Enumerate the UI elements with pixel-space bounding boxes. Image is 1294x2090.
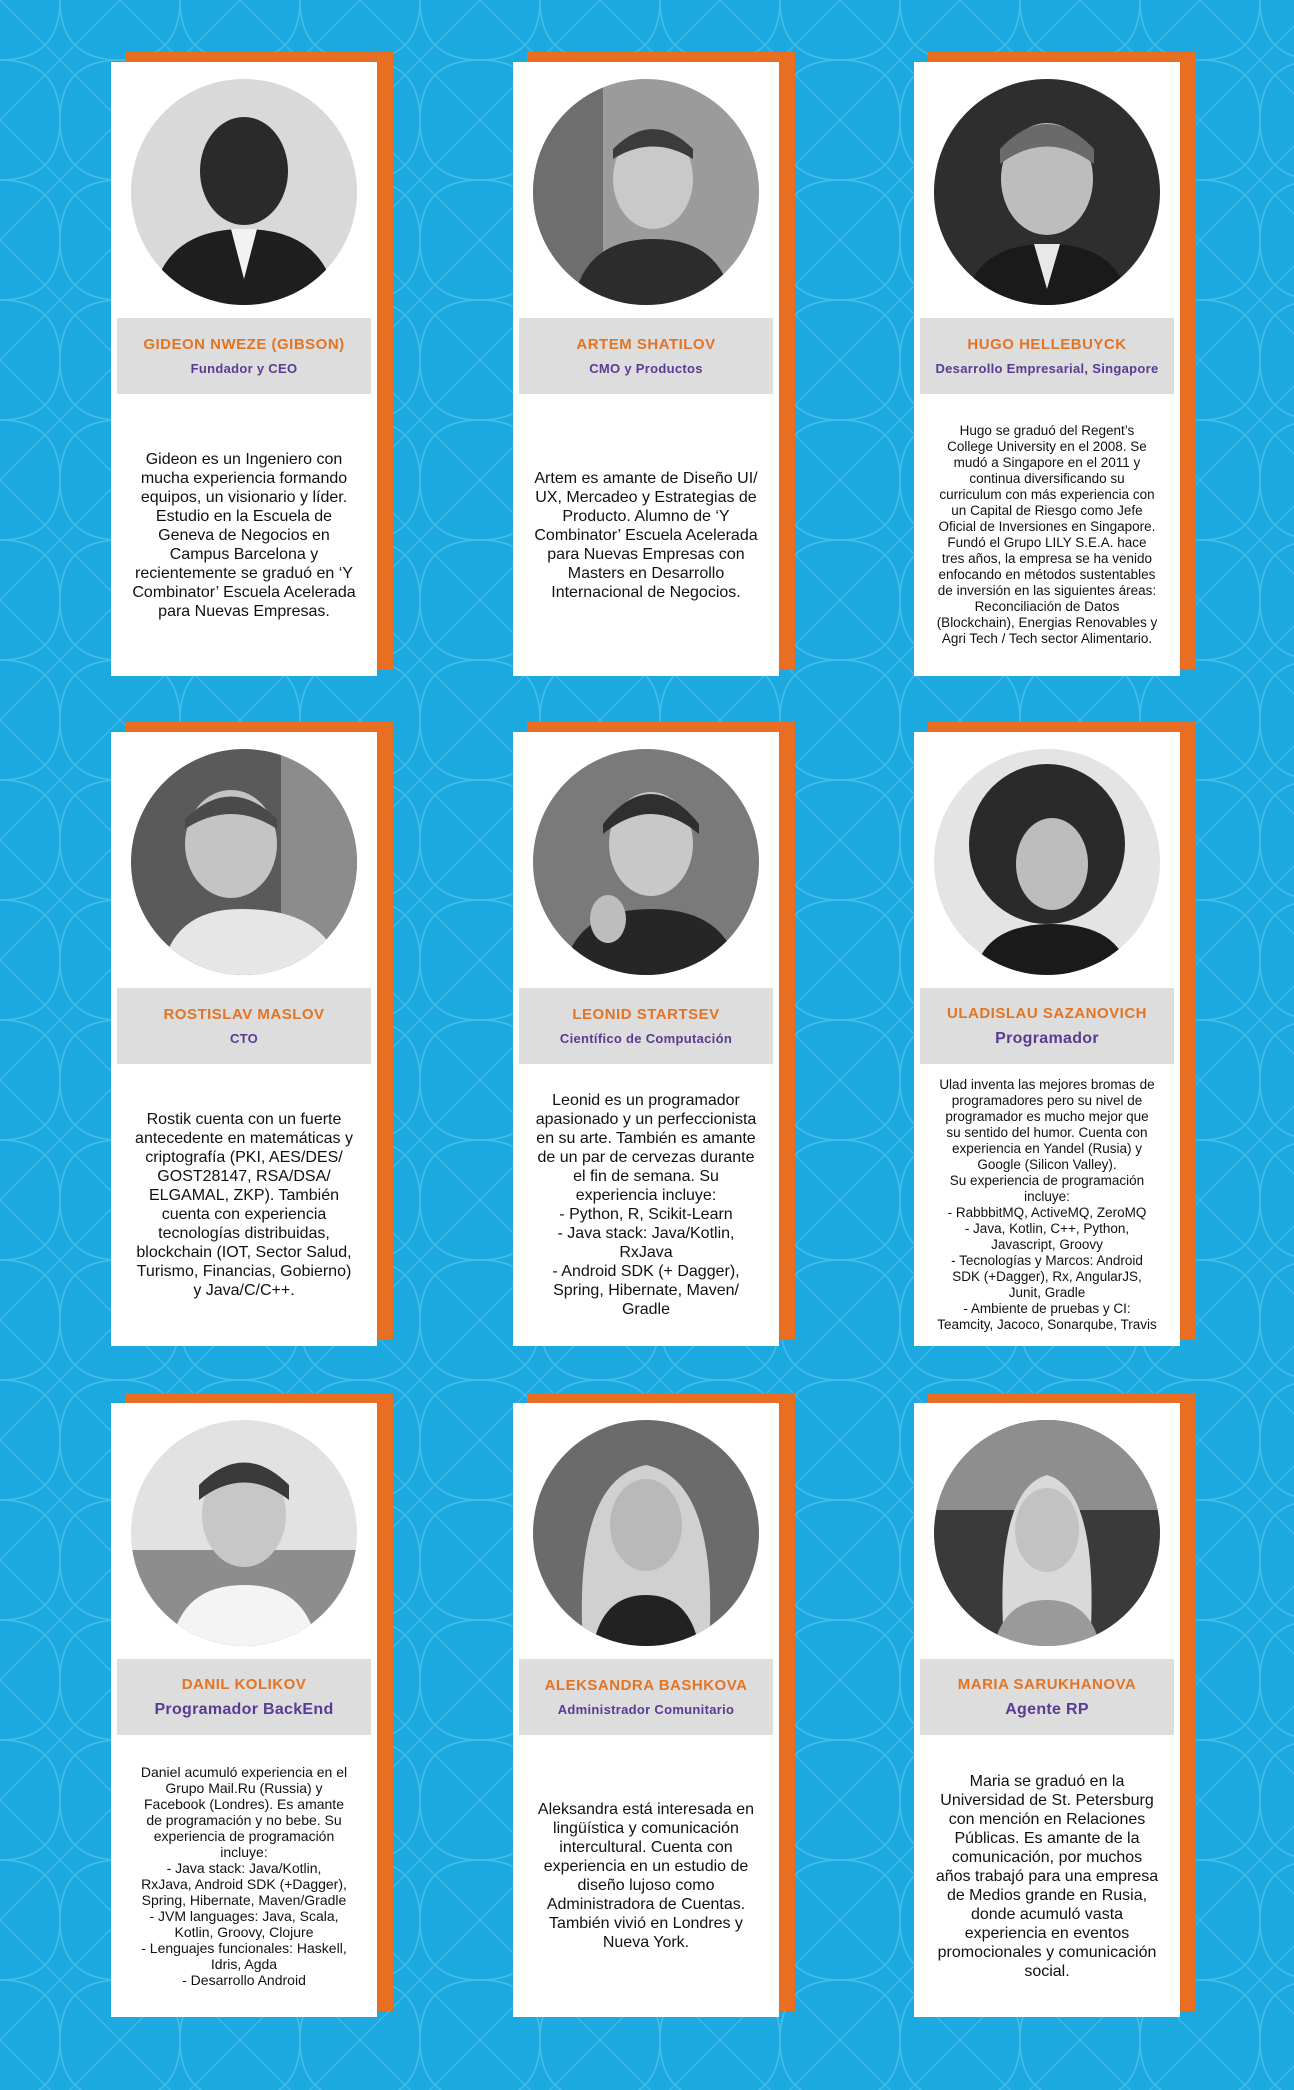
profile-photo: [131, 79, 357, 305]
member-bio-area: [523, 404, 769, 666]
member-bio: Gideon es un Ingeniero con mucha experiencia formando equipos, un visionario y líder. Estudio en la Escuela de Geneva de Negocios en Campus Barcelona y recientemente se graduó en ‘Y Combinator’ Escuela Acelerada para Nuevas Empresas.: [132, 450, 356, 620]
member-name: GIDEON NWEZE (GIBSON): [143, 336, 345, 353]
name-label-box: [920, 1659, 1174, 1735]
profile-photo: [533, 79, 759, 305]
card-body: [914, 62, 1180, 676]
team-card-maria: [914, 1403, 1196, 2027]
team-card-leonid: [513, 732, 795, 1356]
member-role: Administrador Comunitario: [557, 1702, 735, 1717]
member-bio-area: [523, 1074, 769, 1336]
member-bio-area: [924, 1745, 1170, 2007]
member-name: ARTEM SHATILOV: [576, 336, 716, 353]
card-body: [111, 62, 377, 676]
team-card-rostislav: [111, 732, 393, 1356]
member-name: MARIA SARUKHANOVA: [957, 1675, 1137, 1693]
name-label-box: [117, 1659, 371, 1735]
name-label-box: [117, 988, 371, 1064]
profile-photo: [934, 79, 1160, 305]
team-card-hugo: [914, 62, 1196, 686]
profile-photo: [131, 749, 357, 975]
member-bio: Rostik cuenta con un fuerte antecedente en matemáticas y criptografía (PKI, AES/DES/ GOST28147, RSA/DSA/ ELGAMAL, ZKP). También cuenta con experiencia tecnologías distribuidas, blockchain (IOT, Sector Salud, Turismo, Financias, Gobierno) y Java/C/C++.: [135, 1111, 353, 1299]
name-label-box: [117, 318, 371, 394]
member-role: CMO y Productos: [589, 361, 703, 376]
member-bio-area: [121, 404, 367, 666]
member-bio-area: [924, 1074, 1170, 1336]
card-body: [914, 1403, 1180, 2017]
member-bio-area: [523, 1745, 769, 2007]
member-bio-area: [121, 1745, 367, 2007]
member-bio: Hugo se graduó del Regent’s College University en el 2008. Se mudó a Singapore en el 2011 y continua diversificando su curriculum con más experiencia con un Capital de Riesgo como Jefe Oficial de Inversiones en Singapore. Fundó el Grupo LILY S.E.A. hace tres años, la empresa se ha venido enfocando en métodos sustentables de inversión en las siguientes áreas: Reconciliación de Datos (Blockchain), Energias Renovables y Agri Tech / Tech sector Alimentario.: [936, 423, 1158, 646]
profile-photo: [934, 749, 1160, 975]
team-card-aleksandra: [513, 1403, 795, 2027]
card-body: [513, 732, 779, 1346]
card-body: [914, 732, 1180, 1346]
card-body: [111, 732, 377, 1346]
member-role: Programador BackEnd: [154, 1700, 334, 1718]
team-card-gideon: [111, 62, 393, 686]
member-bio: Artem es amante de Diseño UI/ UX, Mercadeo y Estrategias de Producto. Alumno de ‘Y Combinator’ Escuela Acelerada para Nuevas Empresas con Masters en Desarrollo Internacional de Negocios.: [534, 469, 758, 601]
profile-photo: [131, 1420, 357, 1646]
name-label-box: [519, 1659, 773, 1735]
member-name: ALEKSANDRA BASHKOVA: [544, 1677, 748, 1694]
card-body: [513, 62, 779, 676]
member-bio: Aleksandra está interesada en lingüística y comunicación intercultural. Cuenta con experiencia en un estudio de diseño lujoso como Administradora de Cuentas. También vivió en Londres y Nueva York.: [537, 1801, 755, 1951]
member-role: Desarrollo Empresarial, Singapore: [935, 361, 1159, 376]
name-label-box: [519, 988, 773, 1064]
member-bio: Daniel acumuló experiencia en el Grupo Mail.Ru (Russia) y Facebook (Londres). Es amante de programación y no bebe. Su experiencia de programación incluye: - Java stack: Java/Kotlin, RxJava, Android SDK (+Dagger), Spring, Hibernate, Maven/Gradle - JVM languages: Java, Scala, Kotlin, Groovy, Clojure - Lenguajes funcionales: Haskell, Idris, Agda - Desarrollo Android: [140, 1764, 348, 1988]
member-name: LEONID STARTSEV: [572, 1006, 720, 1023]
card-body: [513, 1403, 779, 2017]
profile-photo: [934, 1420, 1160, 1646]
name-label-box: [920, 988, 1174, 1064]
member-bio: Leonid es un programador apasionado y un perfeccionista en su arte. También es amante de un par de cervezas durante el fin de semana. Su experiencia incluye: - Python, R, Scikit-Learn - Java stack: Java/Kotlin, RxJava - Android SDK (+ Dagger), Spring, Hibernate, Maven/ Gradle: [535, 1092, 757, 1318]
team-card-artem: [513, 62, 795, 686]
member-name: DANIL KOLIKOV: [181, 1675, 307, 1693]
profile-photo: [533, 1420, 759, 1646]
profile-photo: [533, 749, 759, 975]
team-card-uladislau: [914, 732, 1196, 1356]
member-role: CTO: [229, 1031, 259, 1046]
member-name: ROSTISLAV MASLOV: [163, 1006, 325, 1023]
member-role: Agente RP: [1005, 1700, 1089, 1718]
member-name: HUGO HELLEBUYCK: [967, 336, 1127, 353]
member-role: Programador: [995, 1029, 1099, 1047]
member-bio: Maria se graduó en la Universidad de St. Petersburg con mención en Relaciones Públicas. Es amante de la comunicación, por muchos años trabajó para una empresa de Medios grande en Rusia, donde acumuló vasta experiencia en eventos promocionales y comunicación social.: [935, 1772, 1159, 1980]
member-bio-area: [121, 1074, 367, 1336]
member-bio-area: [924, 404, 1170, 666]
member-role: Fundador y CEO: [190, 361, 298, 376]
team-card-danil: [111, 1403, 393, 2027]
member-bio: Ulad inventa las mejores bromas de programadores pero su nivel de programador es mucho mejor que su sentido del humor. Cuenta con experiencia en Yandel (Rusia) y Google (Silicon Valley). Su experiencia de programación incluye: - RabbbitMQ, ActiveMQ, ZeroMQ - Java, Kotlin, C++, Python, Javascript, Groovy - Tecnologías y Marcos: Android SDK (+Dagger), Rx, AngularJS, Junit, Gradle - Ambiente de pruebas y CI: Teamcity, Jacoco, Sonarqube, Travis: [937, 1077, 1157, 1332]
card-body: [111, 1403, 377, 2017]
member-role: Científico de Computación: [559, 1031, 733, 1046]
member-name: ULADISLAU SAZANOVICH: [947, 1004, 1147, 1022]
name-label-box: [920, 318, 1174, 394]
name-label-box: [519, 318, 773, 394]
